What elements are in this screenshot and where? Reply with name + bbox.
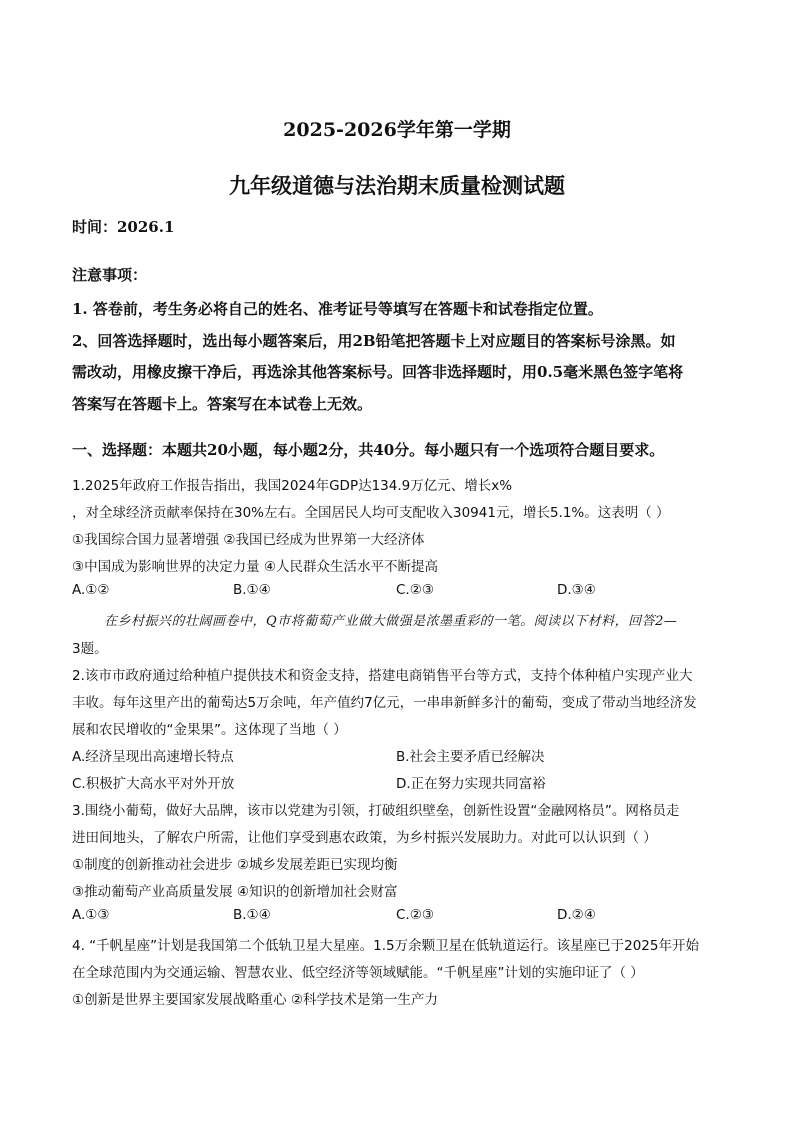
- notice-item-2-line-2: 需改动，用橡皮擦干净后，再选涂其他答案标号。回答非选择题时，用0.5毫米黑色签字笔将: [72, 363, 684, 381]
- q3-option-d: D.②④: [557, 907, 596, 923]
- q2-line-3: 展和农民增收的“金果果”。这体现了当地（ ）: [72, 722, 347, 738]
- q2-option-b: B.社会主要矛盾已经解决: [396, 749, 545, 765]
- notice-item-1: 1. 答卷前，考生务必将自己的姓名、准考证号等填写在答题卡和试卷指定位置。: [72, 300, 603, 318]
- exam-term-title: 2025-2026学年第一学期: [283, 119, 511, 141]
- section-1-heading: 一、选择题：本题共20小题，每小题2分，共40分。每小题只有一个选项符合题目要求。: [72, 441, 665, 459]
- q3-option-c: C.②③: [396, 907, 434, 923]
- q2-option-a: A.经济呈现出高速增长特点: [72, 749, 234, 765]
- q3-line-1: 3.围绕小葡萄，做好大品牌，该市以党建为引领，打破组织壁垒，创新性设置“金融网格员”。网格员走: [72, 803, 680, 819]
- q2-line-2: 丰收。每年这里产出的葡萄达5万余吨，年产值约7亿元，一串串新鲜多汁的葡萄，变成了带动当地经济发: [72, 695, 697, 711]
- q1-line-2: ，对全球经济贡献率保持在30%左右。全国居民人均可支配收入30941元，增长5.1%。这表明（ ）: [72, 505, 670, 521]
- q3-statement-2: ③推动葡萄产业高质量发展 ④知识的创新增加社会财富: [72, 884, 398, 900]
- q2-option-c: C.积极扩大高水平对外开放: [72, 776, 235, 792]
- q1-statement-2: ③中国成为影响世界的决定力量 ④人民群众生活水平不断提高: [72, 559, 438, 575]
- exam-title: 九年级道德与法治期末质量检测试题: [229, 173, 565, 198]
- q4-line-1: 4. “千帆星座”计划是我国第二个低轨卫星大星座。1.5万余颗卫星在低轨道运行。该星座已于2025年开始: [72, 938, 699, 954]
- q3-line-2: 进田间地头，了解农户所需，让他们享受到惠农政策，为乡村振兴发展助力。对此可以认识到（ ）: [72, 830, 657, 846]
- q1-option-c: C.②③: [396, 582, 434, 598]
- q4-statement-1: ①创新是世界主要国家发展战略重心 ②科学技术是第一生产力: [72, 992, 438, 1008]
- q4-line-2: 在全球范围内为交通运输、智慧农业、低空经济等领域赋能。“千帆星座”计划的实施印证了（ ）: [72, 965, 644, 981]
- q1-line-1: 1.2025年政府工作报告指出，我国2024年GDP达134.9万亿元、增长x%: [72, 478, 513, 494]
- notice-item-2-line-1: 2、回答选择题时，选出每小题答案后，用2B铅笔把答题卡上对应题目的答案标号涂黑。如: [72, 332, 676, 350]
- q3-option-b: B.①④: [233, 907, 271, 923]
- q1-statement-1: ①我国综合国力显著增强 ②我国已经成为世界第一大经济体: [72, 532, 425, 548]
- notice-heading: 注意事项：: [72, 266, 148, 284]
- q1-option-b: B.①④: [233, 582, 271, 598]
- q2-option-d: D.正在努力实现共同富裕: [396, 776, 546, 792]
- material-intro-line-2: 3题。: [72, 641, 108, 657]
- q1-option-d: D.③④: [557, 582, 596, 598]
- material-intro-line-1: 在乡村振兴的壮阔画卷中，Q市将葡萄产业做大做强是浓墨重彩的一笔。阅读以下材料，回答2—: [104, 614, 678, 629]
- exam-time: 时间：2026.1: [72, 218, 175, 236]
- q2-line-1: 2.该市市政府通过给种植户提供技术和资金支持，搭建电商销售平台等方式，支持个体种植户实现产业大: [72, 668, 693, 684]
- notice-item-2-line-3: 答案写在答题卡上。答案写在本试卷上无效。: [72, 395, 373, 413]
- q3-option-a: A.①③: [72, 907, 110, 923]
- q3-statement-1: ①制度的创新推动社会进步 ②城乡发展差距已实现均衡: [72, 857, 398, 873]
- q1-option-a: A.①②: [72, 582, 110, 598]
